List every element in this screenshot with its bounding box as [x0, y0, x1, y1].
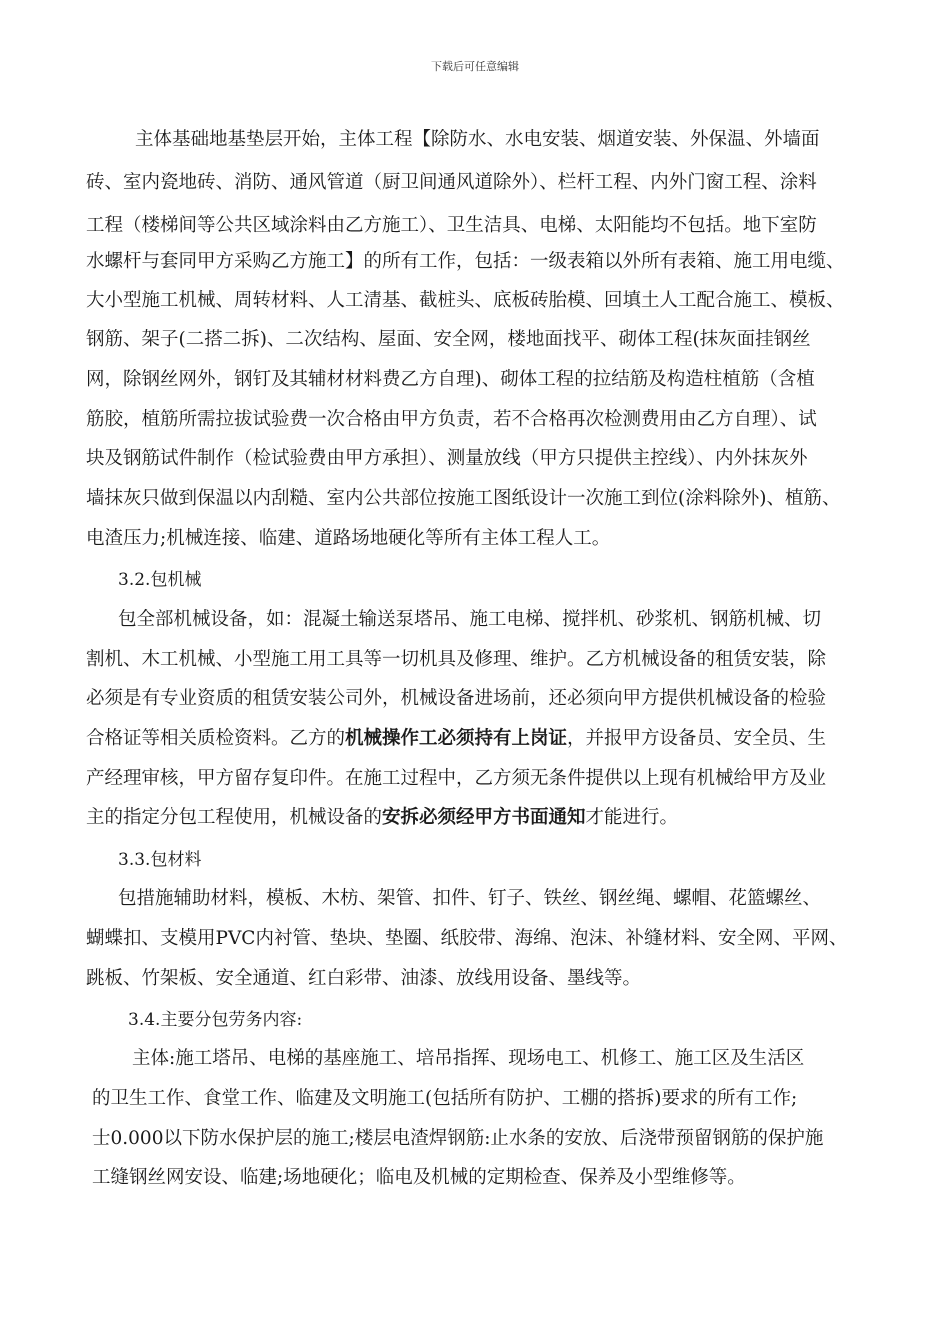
paragraph-line: 大小型施工机械、周转材料、人工清基、截桩头、底板砖胎模、回填土人工配合施工、模板、 — [86, 290, 845, 311]
paragraph-line: 工程（楼梯间等公共区域涂料由乙方施工）、卫生洁具、电梯、太阳能均不包括。地下室防 — [86, 215, 817, 236]
paragraph-line: 筋胶，植筋所需拉拔试验费一次合格由甲方负责，若不合格再次检测费用由乙方自理）、试 — [86, 409, 817, 430]
paragraph-line: 产经理审核，甲方留存复印件。在施工过程中，乙方须无条件提供以上现有机械给甲方及业 — [86, 768, 827, 789]
paragraph-line: 墙抹灰只做到保温以内刮糙、室内公共部位按施工图纸设计一次施工到位(涂料除外)、植筋、 — [86, 488, 841, 509]
paragraph-line: 砖、室内瓷地砖、消防、通风管道（厨卫间通风道除外）、栏杆工程、内外门窗工程、涂料 — [86, 172, 817, 193]
paragraph-line — [86, 727, 826, 751]
paragraph-line: 必须是有专业资质的租赁安装公司外，机械设备进场前，还必须向甲方提供机械设备的检验 — [86, 688, 827, 709]
paragraph-line: 主体:施工塔吊、电梯的基座施工、培吊指挥、现场电工、机修工、施工区及生活区 — [132, 1048, 805, 1069]
paragraph-line: 士0.000以下防水保护层的施工;楼层电渣焊钢筋:止水条的安放、后浇带预留钢筋的保护施 — [92, 1128, 824, 1149]
paragraph-line: 电渣压力;机械连接、临建、道路场地硬化等所有主体工程人工。 — [86, 528, 611, 549]
section-heading-3-2: 3.2.包机械 — [118, 570, 202, 590]
paragraph-line: 块及钢筋试件制作（检试验费由甲方承担）、测量放线（甲方只提供主控线）、内外抹灰外 — [86, 448, 808, 469]
paragraph-line: 水螺杆与套同甲方采购乙方施工】的所有工作，包括：一级表箱以外所有表箱、施工用电缆、 — [86, 251, 845, 272]
paragraph-line — [86, 806, 678, 830]
page-header-watermark: 下载后可任意编辑 — [431, 60, 519, 73]
paragraph-line: 跳板、竹架板、安全通道、红白彩带、油漆、放线用设备、墨线等。 — [86, 968, 642, 989]
paragraph-line: 主体基础地基垫层开始，主体工程【除防水、水电安装、烟道安装、外保温、外墙面 — [135, 129, 820, 150]
paragraph-line: 钢筋、架子(二搭二拆)、二次结构、屋面、安全网，楼地面找平、砌体工程(抹灰面挂钢丝 — [86, 329, 811, 350]
bold-emphasis: 安拆必须经甲方书面通知 — [382, 807, 586, 828]
paragraph-line: 的卫生工作、食堂工作、临建及文明施工(包括所有防护、工棚的搭拆)要求的所有工作; — [92, 1088, 798, 1109]
text-run: ，并报甲方设备员、安全员、生 — [567, 728, 827, 749]
paragraph-line: 割机、木工机械、小型施工用工具等一切机具及修理、维护。乙方机械设备的租赁安装，除 — [86, 649, 827, 670]
text-run: 合格证等相关质检资料。乙方的 — [86, 728, 346, 749]
section-heading-3-4: 3.4.主要分包劳务内容: — [128, 1010, 303, 1030]
paragraph-line: 工缝钢丝网安设、临建;场地硬化；临电及机械的定期检查、保养及小型维修等。 — [92, 1167, 746, 1188]
paragraph-line: 蝴蝶扣、支模用PVC内衬管、垫块、垫圈、纸胶带、海绵、泡沫、补缝材料、安全网、平网、 — [86, 928, 848, 949]
paragraph-line: 网，除钢丝网外，钢钉及其辅材材料费乙方自理)、砌体工程的拉结筋及构造柱植筋（含植 — [86, 369, 815, 390]
text-run: 才能进行。 — [585, 807, 679, 828]
bold-emphasis: 机械操作工必须持有上岗证 — [345, 728, 568, 749]
paragraph-line: 包全部机械设备，如：混凝土输送泵塔吊、施工电梯、搅拌机、砂浆机、钢筋机械、切 — [118, 609, 822, 630]
section-heading-3-3: 3.3.包材料 — [118, 850, 202, 870]
text-run: 主的指定分包工程使用，机械设备的 — [86, 807, 383, 828]
paragraph-line: 包措施辅助材料，模板、木枋、架管、扣件、钉子、铁丝、钢丝绳、螺帽、花篮螺丝、 — [118, 888, 822, 909]
